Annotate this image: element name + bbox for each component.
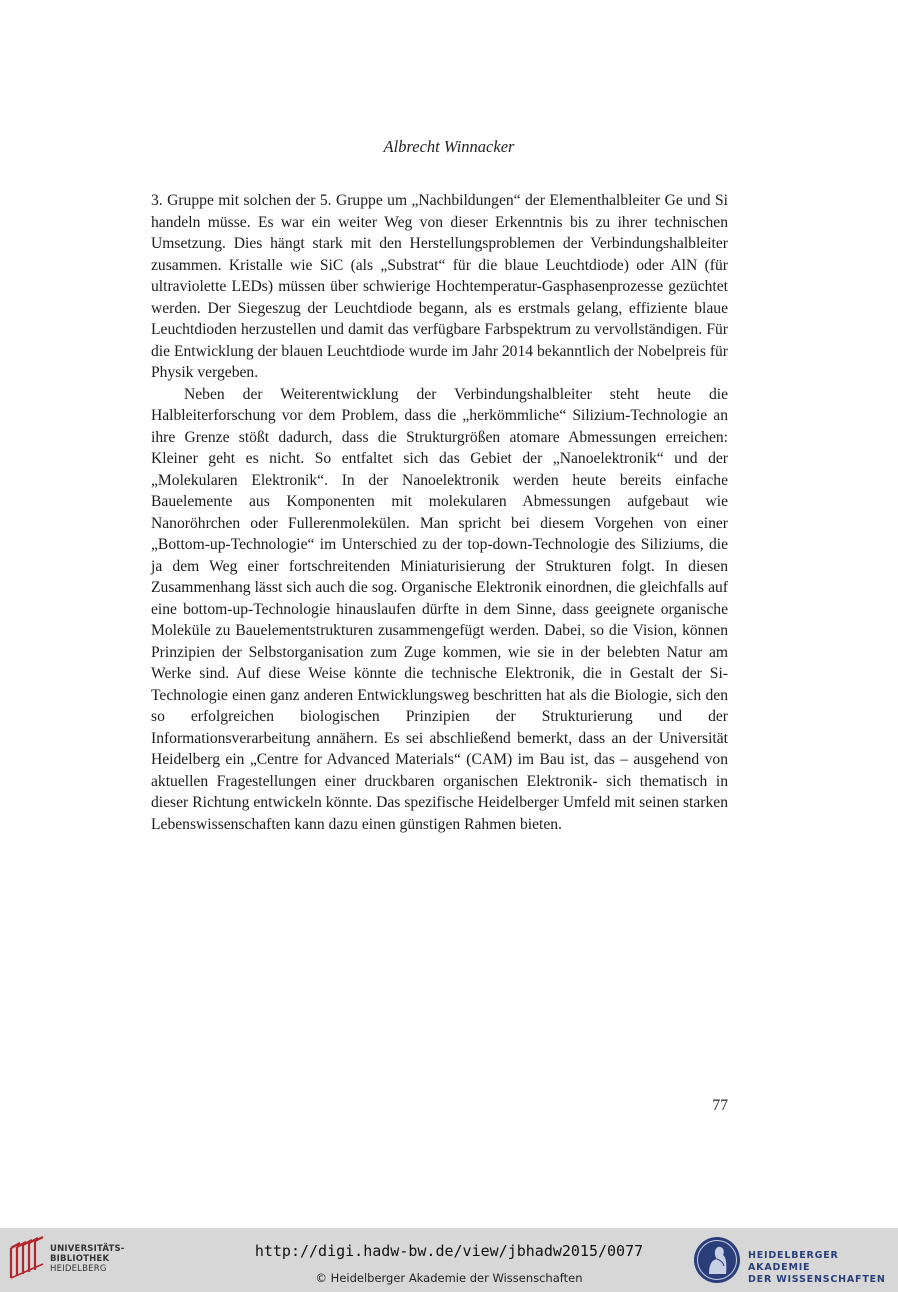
running-header-author: Albrecht Winnacker (383, 137, 515, 156)
body-text (151, 190, 728, 835)
paragraph-2: Neben der Weiterentwicklung der Verbindungshalbleiter steht heute die Halbleiterforschung vor dem Problem, dass die „herkömmliche“ Silizium-Technologie an ihre Grenze stößt dadurch, dass die Strukturgrößen atomare Abmessungen erreichen: Kleiner geht es nicht. So entfaltet sich das Gebiet der „Nanoelektronik“ und der „Molekularen Elektronik“. In der Nanoelektronik werden heute bereits einfache Bauelemente aus Komponenten mit molekularen Abmessungen aufgebaut wie Nanoröhrchen oder Fullerenmolekülen. Man spricht bei diesem Vorgehen von einer „Bottom-up-Technologie“ im Unterschied zu der top-down-Technologie des Siliziums, die ja dem Weg einer fortschreitenden Miniaturisierung der Strukturen folgt. In diesen Zusammenhang lässt sich auch die sog. Organische Elektronik einordnen, die gleichfalls auf eine bottom-up-Technologie hinauslaufen dürfte in dem Sinne, dass geeignete organische Moleküle zu Bauelementstrukturen zusammengefügt werden. Dabei, so die Vision, können Prinzipien der Selbstorganisation zum Zuge kommen, wie sie in der belebten Natur am Werke sind. Auf diese Weise könnte die technische Elektronik, die in Gestalt der Si-Technologie einen ganz anderen Entwicklungsweg beschritten hat als die Biologie, sich den so erfolgreichen biologischen Prinzipien der Strukturierung und der Informationsverarbeitung annähern. Es sei abschließend bemerkt, dass an der Universität Heidelberg ein „Centre for Advanced Materials“ (CAM) im Bau ist, das – ausgehend von aktuellen Fragestellungen einer druckbaren organischen Elektronik- sich thematisch in dieser Richtung entwickeln könnte. Das spezifische Heidelberger Umfeld mit seinen starken Lebenswissenschaften kann dazu einen günstigen Rahmen bieten. (151, 385, 728, 833)
academy-line-1: HEIDELBERGER AKADEMIE (748, 1250, 839, 1273)
footer-bar (0, 1228, 898, 1292)
copyright-notice: © Heidelberger Akademie der Wissenschaften (315, 1271, 583, 1285)
paragraph-1: 3. Gruppe mit solchen der 5. Gruppe um „Nachbildungen“ der Elementhalbleiter Ge und Si handeln müsse. Es war ein weiter Weg von dieser Erkenntnis bis zu ihrer technischen Umsetzung. Dies hängt stark mit den Herstellungsproblemen der Verbindungshalbleiter zusammen. Kristalle wie SiC (als „Substrat“ für die blaue Leuchtdiode) oder AlN (für ultraviolette LEDs) müssen über schwierige Hochtemperatur-Gasphasenprozesse gezüchtet werden. Der Siegeszug der Leuchtdiode begann, als es erstmals gelang, effiziente blaue Leuchtdioden herzustellen und damit das verfügbare Farbspektrum zu vervollständigen. Für die Entwicklung der blauen Leuchtdiode wurde im Jahr 2014 bekanntlich der Nobelpreis für Physik vergeben. (151, 192, 728, 381)
ub-line-3: HEIDELBERG (50, 1264, 107, 1274)
ub-line-1: UNIVERSITÄTS- (50, 1244, 125, 1254)
academy-wordmark (748, 1250, 893, 1286)
ub-line-2: BIBLIOTHEK (50, 1254, 110, 1264)
page-number: 77 (712, 1097, 728, 1114)
permalink-url[interactable]: http://digi.hadw-bw.de/view/jbhadw2015/0077 (254, 1242, 644, 1260)
academy-logo[interactable] (693, 1234, 893, 1286)
academy-line-2: DER WISSENSCHAFTEN (748, 1274, 886, 1285)
academy-seal-icon (693, 1234, 741, 1286)
